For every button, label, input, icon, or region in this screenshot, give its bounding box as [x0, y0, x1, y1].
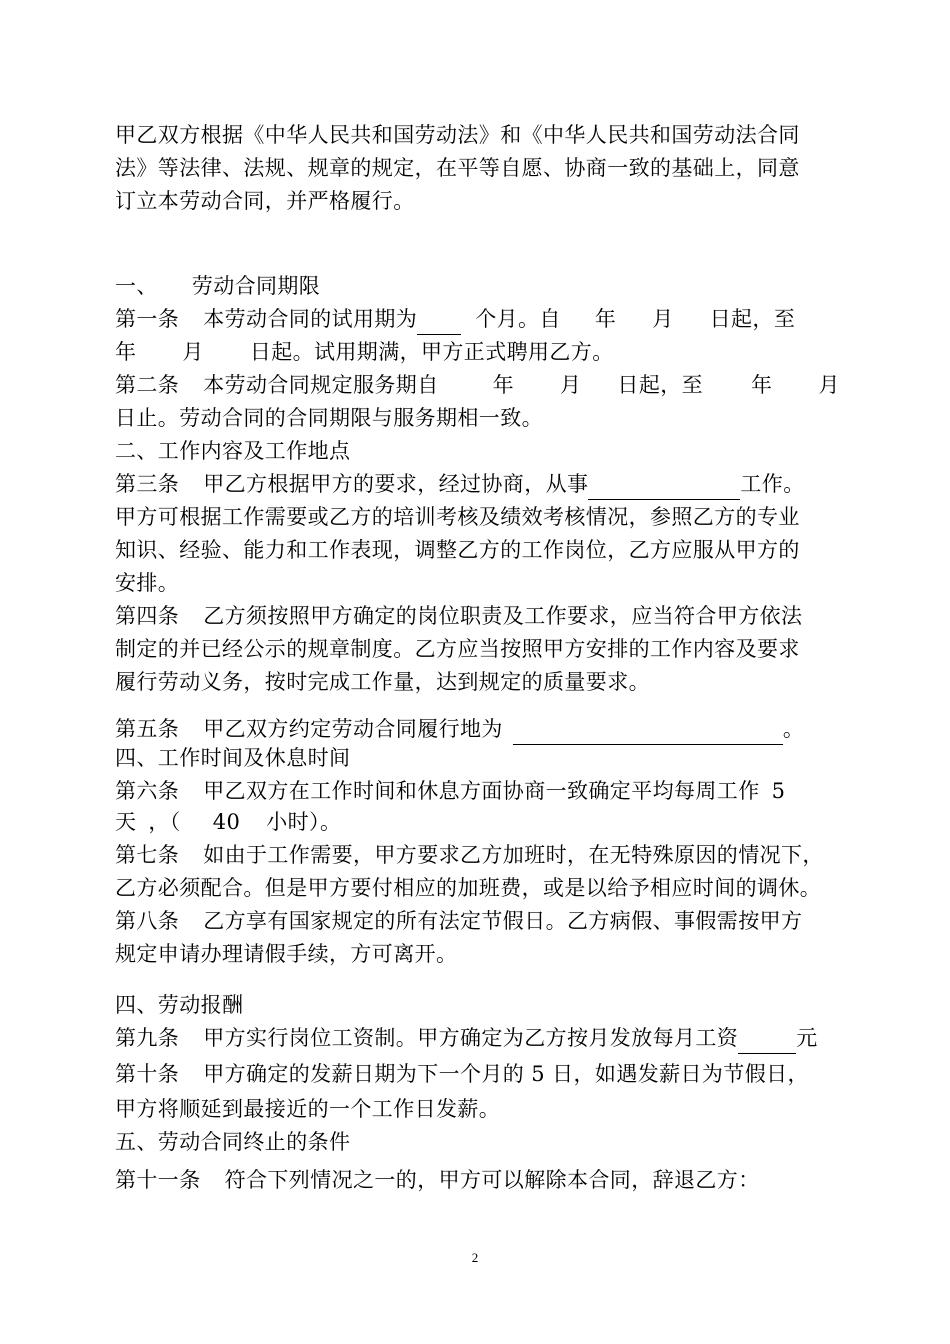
- article-text: 日起。试用期满，甲方正式聘用乙方。: [249, 340, 614, 364]
- article-7-line-2: [115, 872, 840, 904]
- heading-text: 四、劳动报酬: [115, 993, 244, 1017]
- article-label: 第四条: [115, 604, 180, 628]
- article-text: 甲方确定的发薪日期为下一个月的 5 日，如遇发薪日为节假日，: [203, 1062, 809, 1086]
- article-5-line-1: [115, 713, 840, 745]
- article-8-line-1: [115, 905, 840, 937]
- article-text: 本劳动合同的试用期为: [203, 307, 418, 331]
- article-text: 符合下列情况之一的，甲方可以解除本合同，辞退乙方：: [224, 1168, 760, 1192]
- article-text: 甲方实行岗位工资制。甲方确定为乙方按月发放每月工资: [203, 1026, 739, 1050]
- article-text: 乙方须按照甲方确定的岗位职责及工作要求，应当符合甲方依法: [203, 604, 803, 628]
- article-text: 甲方将顺延到最接近的一个工作日发薪。: [115, 1097, 501, 1121]
- article-text: 安排。: [115, 571, 180, 595]
- section-heading-hours: [115, 742, 840, 774]
- month-label: 月: [560, 373, 582, 397]
- intro-text: 订立本劳动合同，并严格履行。: [115, 189, 415, 213]
- intro-line-2: [115, 152, 840, 184]
- year-label: 年: [751, 373, 773, 397]
- month-label: 月: [182, 340, 204, 364]
- article-label: 第二条: [115, 373, 180, 397]
- article-text: 乙方必须配合。但是甲方要付相应的加班费，或是以给予相应时间的调休。: [115, 876, 822, 900]
- article-label: 第十一条: [115, 1168, 201, 1192]
- heading-text: 二、工作内容及工作地点: [115, 439, 351, 463]
- article-text: 甲乙方根据甲方的要求，经过协商，从事: [203, 472, 589, 496]
- article-7-line-1: [115, 839, 840, 871]
- article-label: 第十条: [115, 1062, 180, 1086]
- heading-text: 劳动合同期限: [191, 274, 321, 298]
- article-label: 第一条: [115, 307, 180, 331]
- intro-line-3: [115, 185, 840, 217]
- article-text: 知识、经验、能力和工作表现，调整乙方的工作岗位，乙方应服从甲方的: [115, 538, 800, 562]
- day-label: 日起，至: [617, 373, 704, 397]
- article-text: 小时）。: [266, 810, 342, 834]
- article-text: 甲方可根据工作需要或乙方的培训考核及绩效考核情况，参照乙方的专业: [115, 505, 800, 529]
- article-1-line-1: [115, 303, 840, 335]
- article-text: 乙方享有国家规定的所有法定节假日。乙方病假、事假需按甲方: [203, 909, 803, 933]
- article-label: 第五条: [115, 717, 180, 741]
- article-text: 规定申请办理请假手续，方可离开。: [115, 942, 458, 966]
- article-10-line-2: [115, 1093, 840, 1125]
- article-6-line-2: [115, 806, 840, 838]
- article-3-line-2: [115, 501, 840, 533]
- article-4-line-2: [115, 633, 840, 665]
- year-label: 年: [594, 307, 617, 331]
- probation-months-blank[interactable]: [417, 310, 461, 335]
- page-number: 2: [471, 1250, 479, 1265]
- heading-number: 一、: [115, 274, 158, 298]
- section-heading-termination: [115, 1126, 840, 1158]
- article-7-inline: [115, 839, 824, 871]
- article-3-line-3: [115, 534, 840, 566]
- currency-unit: 元: [796, 1026, 818, 1050]
- article-4-line-1: [115, 600, 840, 632]
- section-heading-work: [115, 435, 840, 467]
- article-label: 第九条: [115, 1026, 180, 1050]
- article-1-line-2: [115, 336, 840, 368]
- intro-text: 甲乙双方根据《中华人民共和国劳动法》和《中华人民共和国劳动法合同: [115, 123, 800, 147]
- article-text: 履行劳动义务，按时完成工作量，达到规定的质量要求。: [115, 670, 650, 694]
- article-text: 甲乙双方约定劳动合同履行地为: [203, 717, 503, 741]
- article-label: 第七条: [115, 843, 180, 867]
- article-8-line-2: [115, 938, 840, 970]
- month-label: 月: [652, 307, 674, 331]
- salary-amount-blank[interactable]: [738, 1029, 796, 1054]
- month-label: 月: [818, 373, 840, 397]
- article-6-line-1: [115, 775, 840, 807]
- article-text: 如由于工作需要，甲方要求乙方加班时，在无特殊原因的情况下，: [203, 843, 824, 867]
- job-content-blank[interactable]: [588, 475, 740, 500]
- year-label: 年: [492, 373, 515, 397]
- article-label: 第三条: [115, 472, 180, 496]
- article-4-line-3: [115, 666, 840, 698]
- hours-per-week-value: 40: [212, 810, 241, 834]
- section-heading-term: [115, 270, 840, 302]
- day-label: 日起，至: [709, 307, 796, 331]
- article-3-line-1: [115, 468, 840, 500]
- article-9-line-1: [115, 1022, 840, 1054]
- section-heading-pay: [115, 989, 840, 1021]
- intro-text: 法》等法律、法规、规章的规定，在平等自愿、协商一致的基础上，同意: [115, 156, 800, 180]
- article-text: ，（: [148, 810, 181, 834]
- article-2-line-1: [115, 369, 840, 401]
- year-label: 年: [115, 340, 137, 364]
- article-10-line-1: [115, 1058, 840, 1090]
- article-11-line-1: [115, 1164, 840, 1196]
- heading-text: 四、工作时间及休息时间: [115, 746, 351, 770]
- article-text: 甲乙双方在工作时间和休息方面协商一致确定平均每周工作: [203, 779, 760, 803]
- article-text: 个月。自: [475, 307, 561, 331]
- article-label: 第八条: [115, 909, 180, 933]
- article-text: 日止。劳动合同的合同期限与服务期相一致。: [115, 406, 543, 430]
- days-per-week-value: 5: [771, 779, 786, 803]
- article-text: 本劳动合同规定服务期自: [203, 373, 439, 397]
- intro-line-1: [115, 119, 840, 151]
- article-text: 工作。: [740, 472, 805, 496]
- article-2-line-2: [115, 402, 840, 434]
- heading-text: 五、劳动合同终止的条件: [115, 1130, 351, 1154]
- article-text: 制定的并已经公示的规章制度。乙方应当按照甲方安排的工作内容及要求: [115, 637, 800, 661]
- article-text: 天: [115, 810, 137, 834]
- article-text: 。: [782, 717, 805, 741]
- article-label: 第六条: [115, 779, 180, 803]
- article-3-line-4: [115, 567, 840, 599]
